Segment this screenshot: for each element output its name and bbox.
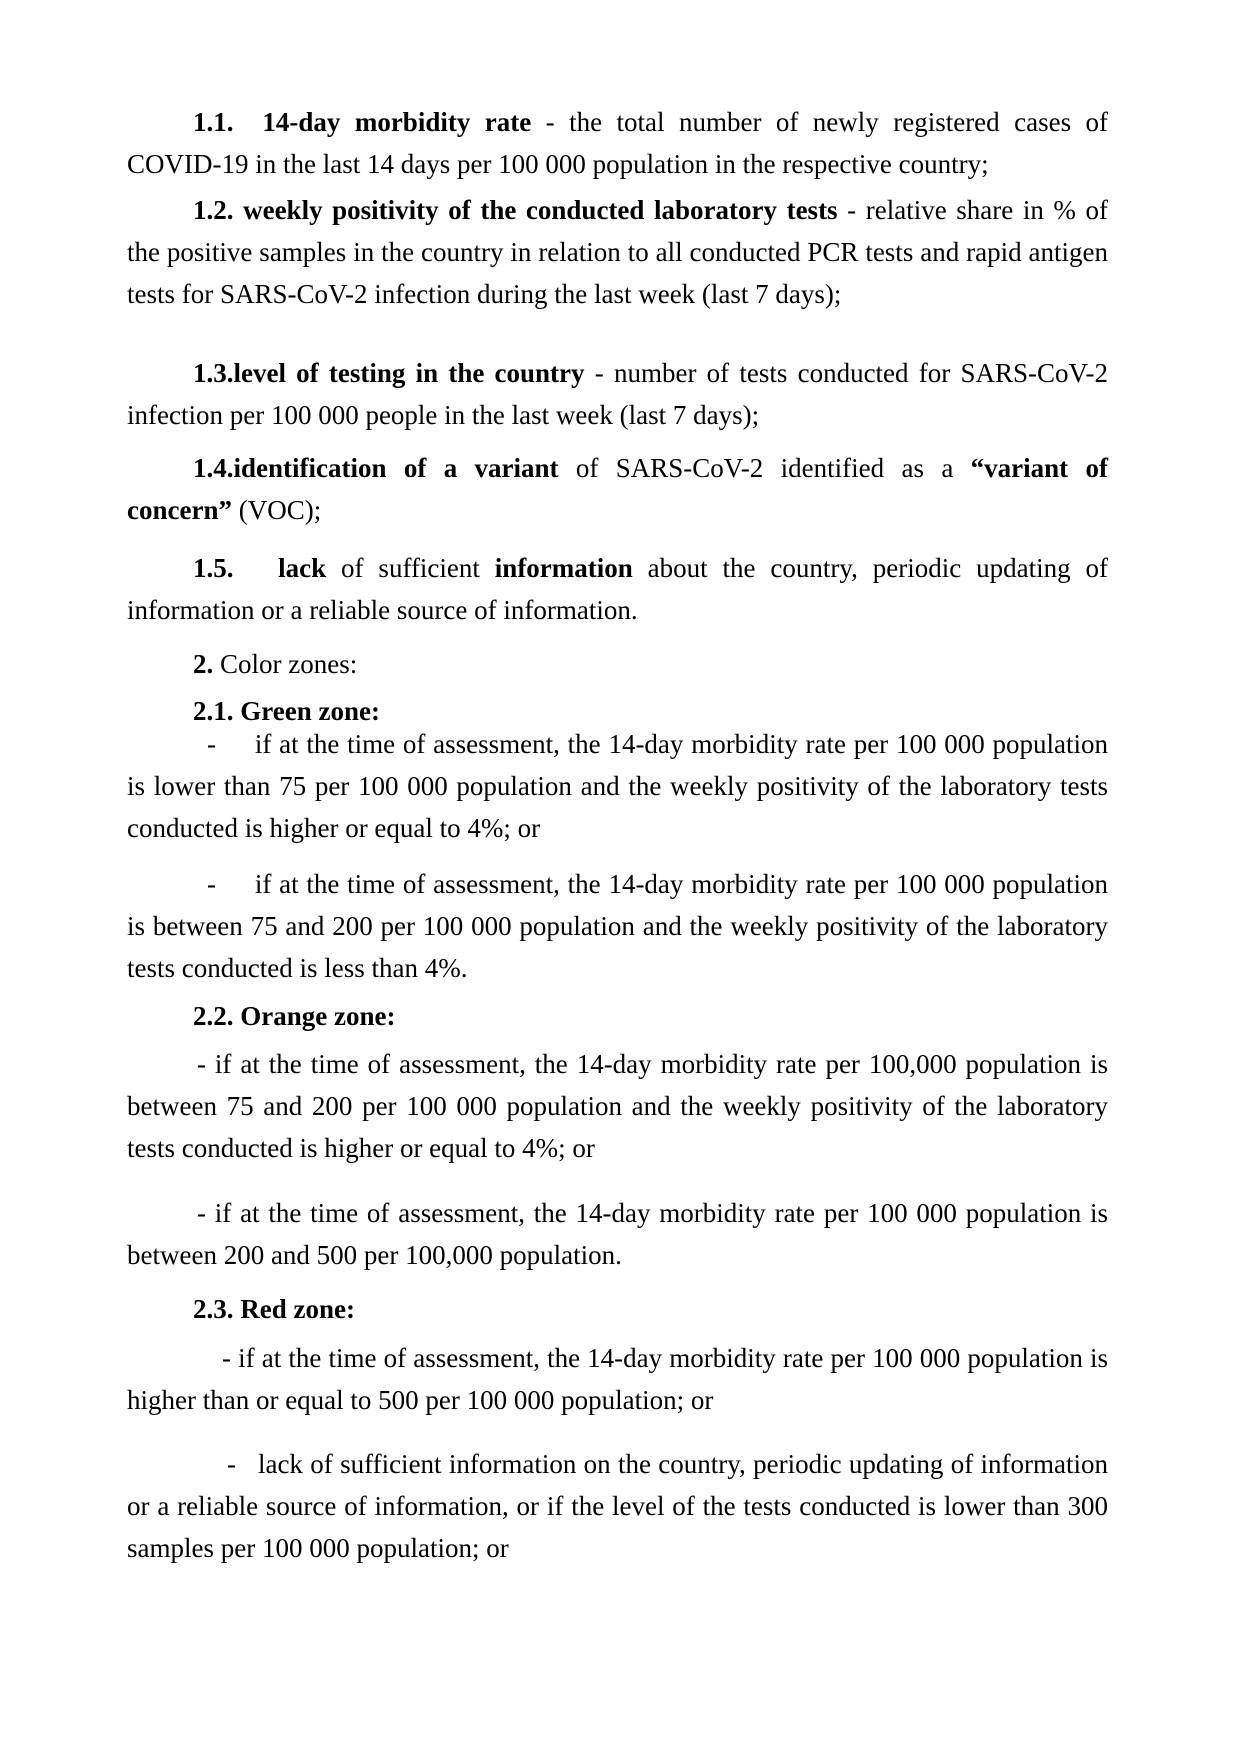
paragraph-2-color-zones: [127, 643, 1108, 685]
text-run: Color zones:: [213, 649, 358, 679]
heading-2-2-orange-zone: [127, 995, 1108, 1037]
text-run: - if at the time of assessment, the 14-day morbidity rate per 100 000 population is between 200 and 500 per 100,000 population.: [127, 1198, 1108, 1270]
text-run: 2.2. Orange zone:: [193, 1001, 396, 1031]
text-run: 1.4.identification of a variant: [193, 453, 559, 483]
text-run: 1.5.: [193, 553, 234, 583]
bullet-red-zone-1: [127, 1337, 1108, 1421]
text-run: - the total number of newly registered cases of COVID-19 in the last 14 days per 100 000 population in the respective country;: [127, 107, 1109, 179]
text-run: information: [494, 553, 633, 583]
paragraph-1-3: [127, 352, 1108, 436]
text-run: of SARS-CoV-2 identified as a: [558, 453, 971, 483]
text-run: 1.1. 14-day morbidity rate: [193, 107, 532, 137]
text-run: 2.3. Red zone:: [193, 1294, 355, 1324]
text-run: [234, 553, 279, 583]
text-run: - relative share in % of the positive samples in the country in relation to all conducted PCR tests and rapid antigen tests for SARS-CoV-2 infection during the last week (last 7 days);: [127, 195, 1109, 309]
bullet-green-zone-1: [127, 723, 1108, 849]
bullet-orange-zone-1: [127, 1043, 1108, 1169]
bullet-orange-zone-2: [127, 1192, 1108, 1276]
paragraph-1-4: [127, 447, 1108, 531]
heading-2-3-red-zone: [127, 1288, 1108, 1330]
text-run: - if at the time of assessment, the 14-day morbidity rate per 100 000 population is lower than 75 per 100 000 population and the weekly positivity of the laboratory tests conducted is higher or equal to 4%; or: [127, 729, 1108, 843]
paragraph-1-1: [127, 101, 1108, 185]
text-run: - if at the time of assessment, the 14-day morbidity rate per 100 000 population is between 75 and 200 per 100 000 population and the weekly positivity of the laboratory tests conducted is less than 4%.: [127, 869, 1108, 983]
paragraph-1-5: [127, 547, 1108, 631]
text-run: lack: [278, 553, 327, 583]
text-run: 2.: [193, 649, 214, 679]
text-run: - if at the time of assessment, the 14-day morbidity rate per 100,000 population is between 75 and 200 per 100 000 population and the weekly positivity of the laboratory tests conducted is higher or equal to 4%; or: [127, 1049, 1108, 1163]
text-run: (VOC);: [231, 495, 322, 525]
text-run: of sufficient: [326, 553, 495, 583]
bullet-red-zone-2: [127, 1443, 1108, 1569]
text-run: about the country, periodic updating of information or a reliable source of information.: [127, 553, 1108, 625]
text-run: - if at the time of assessment, the 14-day morbidity rate per 100 000 population is higher than or equal to 500 per 100 000 population; or: [127, 1343, 1108, 1415]
paragraph-1-2: [127, 189, 1108, 315]
bullet-green-zone-2: [127, 863, 1108, 989]
text-run: - lack of sufficient information on the country, periodic updating of information or a reliable source of information, or if the level of the tests conducted is lower than 300 samples per 100 000 population; or: [127, 1449, 1108, 1563]
text-run: 1.3.level of testing in the country: [193, 358, 585, 388]
text-column: [127, 101, 1108, 1569]
text-run: - number of tests conducted for SARS-CoV-2 infection per 100 000 people in the last week (last 7 days);: [127, 358, 1109, 430]
text-run: 2.1. Green zone:: [193, 696, 380, 726]
text-run: 1.2. weekly positivity of the conducted laboratory tests: [193, 195, 838, 225]
text-run: “variant of concern”: [127, 453, 1109, 525]
